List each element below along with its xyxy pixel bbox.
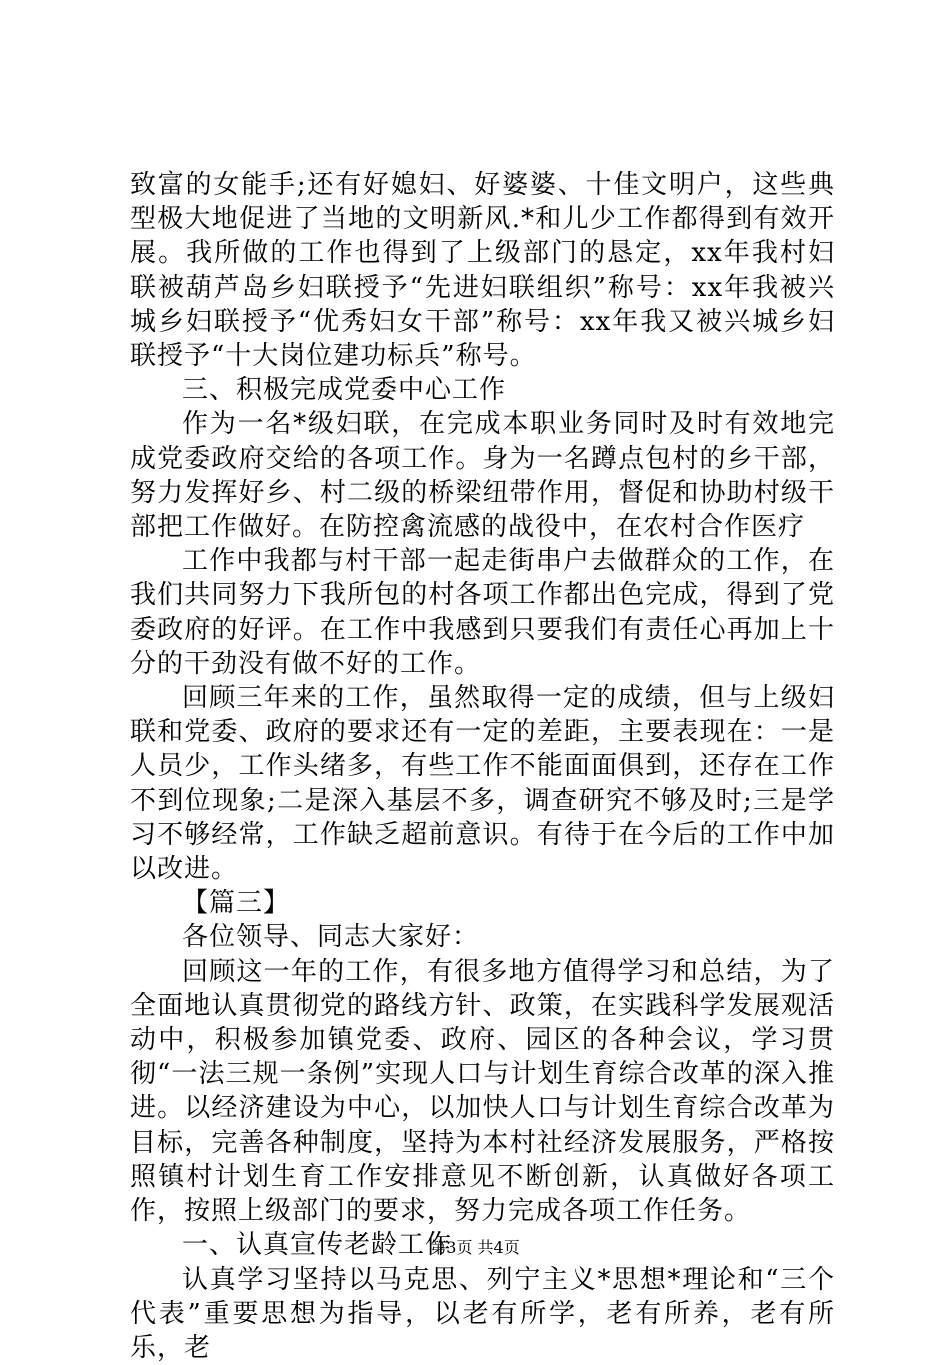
paragraph: 认真学习坚持以马克思、列宁主义*思想*理论和“三个代表”重要思想为指导，以老有所学，老有所养，老有所乐，老 (130, 1263, 835, 1365)
paragraph: 作为一名*级妇联，在完成本职业务同时及时有效地完成党委政府交给的各项工作。身为一名蹲点包村的乡干部，努力发挥好乡、村二级的桥梁纽带作用，督促和协助村级干部把工作做好。在防控禽流感的战役中，在农村合作医疗 (130, 407, 835, 544)
salutation: 各位领导、同志大家好： (130, 920, 835, 954)
paragraph: 回顾这一年的工作，有很多地方值得学习和总结，为了全面地认真贯彻党的路线方针、政策，在实践科学发展观活动中，积极参加镇党委、政府、园区的各种会议，学习贯彻“一法三规一条例”实现人口与计划生育综合改革的深入推进。以经济建设为中心，以加快人口与计划生育综合改革为目标，完善各种制度，坚持为本村社经济发展服务，严格按照镇村计划生育工作安排意见不断创新，认真做好各项工作，按照上级部门的要求，努力完成各项工作任务。 (130, 955, 835, 1229)
document-body (130, 168, 835, 1365)
paragraph: 工作中我都与村干部一起走街串户去做群众的工作，在我们共同努力下我所包的村各项工作都出色完成，得到了党委政府的好评。在工作中我感到只要我们有责任心再加上十分的干劲没有做不好的工作。 (130, 544, 835, 681)
paragraph: 回顾三年来的工作，虽然取得一定的成绩，但与上级妇联和党委、政府的要求还有一定的差距，主要表现在：一是人员少，工作头绪多，有些工作不能面面俱到，还存在工作不到位现象;二是深入基层不多，调查研究不够及时;三是学习不够经常，工作缺乏超前意识。有待于在今后的工作中加以改进。 (130, 681, 835, 886)
section-heading-one: 一、认真宣传老龄工作 (130, 1228, 835, 1262)
page-footer: 第3页 共4页 (0, 1238, 950, 1258)
section-heading-three: 三、积极完成党委中心工作 (130, 373, 835, 407)
part-heading: 【篇三】 (130, 886, 835, 920)
paragraph-continuation: 致富的女能手;还有好媳妇、好婆婆、十佳文明户，这些典型极大地促进了当地的文明新风.*和儿少工作都得到有效开展。我所做的工作也得到了上级部门的恳定，xx年我村妇联被葫芦岛乡妇联授予“先进妇联组织”称号：xx年我被兴城乡妇联授予“优秀妇女干部”称号：xx年我又被兴城乡妇联授予“十大岗位建功标兵”称号。 (130, 168, 835, 373)
